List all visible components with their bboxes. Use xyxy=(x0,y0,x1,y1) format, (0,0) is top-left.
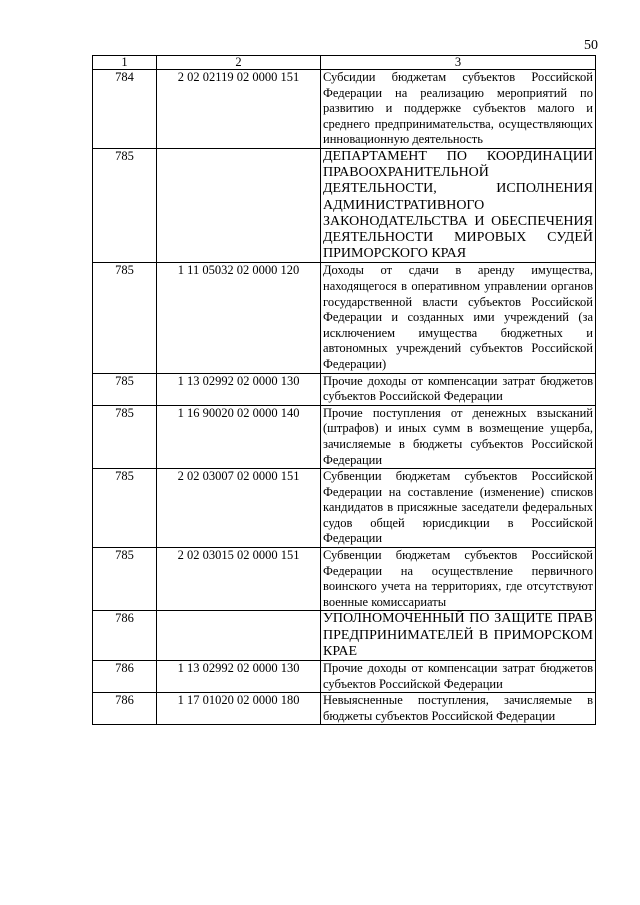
table-header-row xyxy=(93,56,596,70)
admin-code-cell: 784 xyxy=(93,70,157,149)
income-description-cell: Прочие поступления от денежных взысканий (штрафов) и иных сумм в возмещение ущерба, зачисляемые в бюджеты субъектов Российской Федерации xyxy=(321,405,596,468)
column-header: 2 xyxy=(157,56,321,70)
budget-classification-code-cell: 1 16 90020 02 0000 140 xyxy=(157,405,321,468)
income-description-cell: Субвенции бюджетам субъектов Российской Федерации на составление (изменение) списков кандидатов в присяжные заседатели федеральных судов общей юрисдикции в Российской Федерации xyxy=(321,469,596,548)
admin-code-cell: 785 xyxy=(93,373,157,405)
table-row xyxy=(93,548,596,611)
table-row xyxy=(93,693,596,725)
budget-classification-code-cell: 2 02 03007 02 0000 151 xyxy=(157,469,321,548)
table-row xyxy=(93,70,596,149)
table-row xyxy=(93,373,596,405)
admin-code-cell: 786 xyxy=(93,693,157,725)
budget-classification-code-cell: 1 13 02992 02 0000 130 xyxy=(157,373,321,405)
income-description-cell: Прочие доходы от компенсации затрат бюджетов субъектов Российской Федерации xyxy=(321,373,596,405)
admin-code-cell: 785 xyxy=(93,148,157,262)
income-description-cell: Субсидии бюджетам субъектов Российской Федерации на реализацию мероприятий по развитию и поддержке субъектов малого и среднего предпринимательства, осуществляющих инновационную деятельность xyxy=(321,70,596,149)
department-row xyxy=(93,611,596,661)
admin-code-cell: 786 xyxy=(93,661,157,693)
column-header: 3 xyxy=(321,56,596,70)
income-description-cell: УПОЛНОМОЧЕННЫЙ ПО ЗАЩИТЕ ПРАВ ПРЕДПРИНИМАТЕЛЕЙ В ПРИМОРСКОМ КРАЕ xyxy=(321,611,596,661)
income-description-cell: Прочие доходы от компенсации затрат бюджетов субъектов Российской Федерации xyxy=(321,661,596,693)
admin-code-cell: 786 xyxy=(93,611,157,661)
income-description-cell: ДЕПАРТАМЕНТ ПО КООРДИНАЦИИ ПРАВООХРАНИТЕЛЬНОЙ ДЕЯТЕЛЬНОСТИ, ИСПОЛНЕНИЯ АДМИНИСТРАТИВНОГО ЗАКОНОДАТЕЛЬСТВА И ОБЕСПЕЧЕНИЯ ДЕЯТЕЛЬНОСТИ МИРОВЫХ СУДЕЙ ПРИМОРСКОГО КРАЯ xyxy=(321,148,596,262)
income-description-cell: Субвенции бюджетам субъектов Российской Федерации на осуществление первичного воинского учета на территориях, где отсутствуют военные комиссариаты xyxy=(321,548,596,611)
budget-classification-code-cell: 2 02 02119 02 0000 151 xyxy=(157,70,321,149)
table-row xyxy=(93,405,596,468)
budget-classification-code-cell: 1 13 02992 02 0000 130 xyxy=(157,661,321,693)
department-row xyxy=(93,148,596,262)
table-row xyxy=(93,661,596,693)
income-description-cell: Невыясненные поступления, зачисляемые в бюджеты субъектов Российской Федерации xyxy=(321,693,596,725)
budget-classification-code-cell: 1 11 05032 02 0000 120 xyxy=(157,263,321,373)
budget-classification-code-cell xyxy=(157,148,321,262)
revenue-codes-table xyxy=(92,55,596,725)
admin-code-cell: 785 xyxy=(93,469,157,548)
budget-classification-code-cell: 2 02 03015 02 0000 151 xyxy=(157,548,321,611)
page-number: 50 xyxy=(584,38,598,53)
column-header: 1 xyxy=(93,56,157,70)
admin-code-cell: 785 xyxy=(93,263,157,373)
income-description-cell: Доходы от сдачи в аренду имущества, находящегося в оперативном управлении органов государственной власти субъектов Российской Федерации и созданных ими учреждений (за исключением имущества бюджетных и автономных учреждений субъектов Российской Федерации) xyxy=(321,263,596,373)
admin-code-cell: 785 xyxy=(93,548,157,611)
budget-classification-code-cell: 1 17 01020 02 0000 180 xyxy=(157,693,321,725)
table-row xyxy=(93,263,596,373)
table-row xyxy=(93,469,596,548)
admin-code-cell: 785 xyxy=(93,405,157,468)
budget-classification-code-cell xyxy=(157,611,321,661)
